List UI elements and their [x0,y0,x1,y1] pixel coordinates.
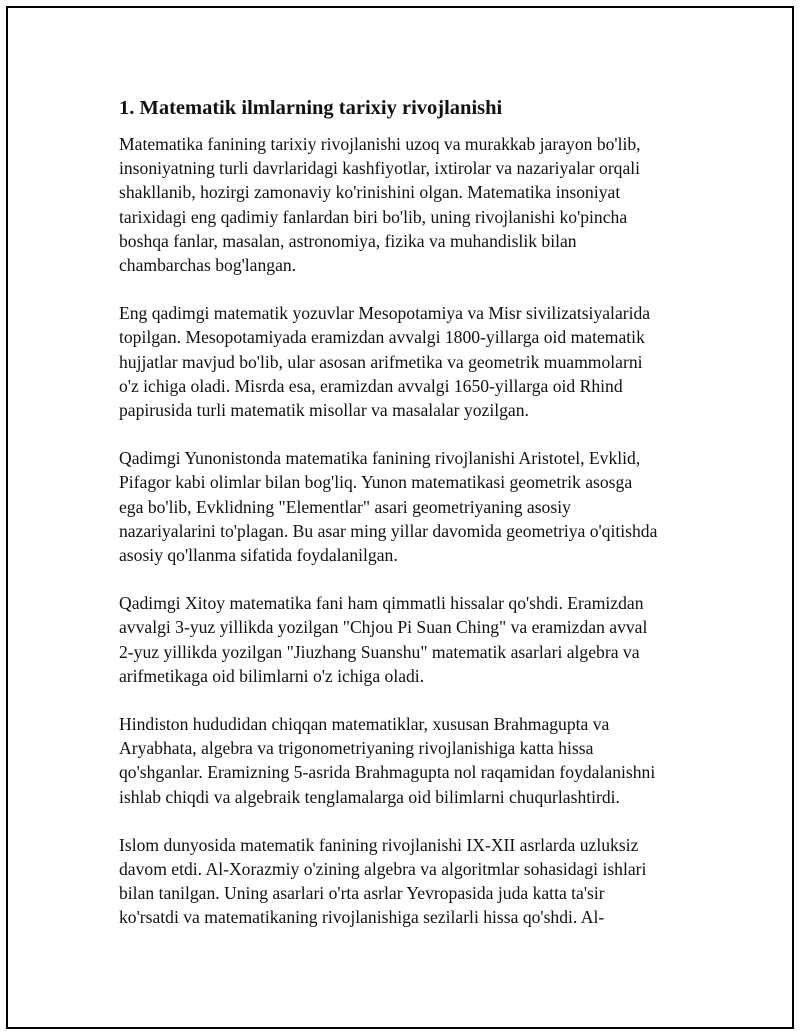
paragraph-line: chambarchas bog'langan. [119,255,297,276]
paragraph-line: ko'rsatdi va matematikaning rivojlanishiga sezilarli hissa qo'shdi. Al- [119,907,605,928]
paragraph-line: Hindiston hududidan chiqqan matematiklar, xususan Brahmagupta va [119,714,610,735]
paragraph-line: Eng qadimgi matematik yozuvlar Mesopotamiya va Misr sivilizatsiyalarida [119,303,651,324]
paragraph-line: insoniyatning turli davrlaridagi kashfiyotlar, ixtirolar va nazariyalar orqali [119,158,641,179]
paragraph-line: Aryabhata, algebra va trigonometriyaning rivojlanishiga katta hissa [119,738,594,759]
paragraph [119,833,699,930]
paragraph-line: topilgan. Mesopotamiyada eramizdan avvalgi 1800-yillarga oid matematik [119,327,645,348]
paragraph-line: boshqa fanlar, masalan, astronomiya, fizika va muhandislik bilan [119,230,577,251]
document-body [119,94,699,954]
paragraph [119,301,699,422]
paragraph-line: Qadimgi Yunonistonda matematika fanining rivojlanishi Aristotel, Evklid, [119,448,641,469]
paragraph [119,712,699,809]
paragraph-line: ishlab chiqdi va algebraik tenglamalarga oid bilimlarni chuqurlashtirdi. [119,786,620,807]
paragraph-line: qo'shganlar. Eramizning 5-asrida Brahmagupta nol raqamidan foydalanishni [119,762,656,783]
paragraph-line: ega bo'lib, Evklidning "Elementlar" asari geometriyaning asosiy [119,496,571,517]
paragraph-line: Pifagor kabi olimlar bilan bog'liq. Yunon matematikasi geometrik asosga [119,472,633,493]
paragraph-line: arifmetikaga oid bilimlarni o'z ichiga oladi. [119,665,425,686]
page-frame [6,6,794,1029]
paragraph-line: tarixidagi eng qadimiy fanlardan biri bo'lib, uning rivojlanishi ko'pincha [119,206,628,227]
paragraph-line: nazariyalarini to'plagan. Bu asar ming yillar davomida geometriya o'qitishda [119,520,658,541]
paragraph-line: Matematika fanining tarixiy rivojlanishi uzoq va murakkab jarayon bo'lib, [119,134,641,154]
paragraph-line: Qadimgi Xitoy matematika fani ham qimmatli hissalar qo'shdi. Eramizdan [119,593,644,614]
paragraph-line: hujjatlar mavjud bo'lib, ular asosan arifmetika va geometrik muammolarni [119,351,643,372]
paragraph [119,591,699,688]
paragraph [119,132,699,277]
paragraph-line: avvalgi 3-yuz yillikda yozilgan "Chjou Pi Suan Ching" va eramizdan avval [119,617,648,638]
paragraph [119,446,699,567]
paragraph-line: asosiy qo'llanma sifatida foydalanilgan. [119,545,398,566]
paragraph-line: o'z ichiga oladi. Misrda esa, eramizdan avvalgi 1650-yillarga oid Rhind [119,375,623,396]
paragraph-line: papirusida turli matematik misollar va masalalar yozilgan. [119,400,529,421]
paragraph-list [119,132,699,930]
section-heading: 1. Matematik ilmlarning tarixiy rivojlanishi [119,97,503,119]
paragraph-line: 2-yuz yillikda yozilgan "Jiuzhang Suanshu" matematik asarlari algebra va [119,641,640,662]
paragraph-line: Islom dunyosida matematik fanining rivojlanishi IX-XII asrlarda uzluksiz [119,834,639,855]
paragraph-line: shakllanib, hozirgi zamonaviy ko'rinishini olgan. Matematika insoniyat [119,182,621,203]
paragraph-line: davom etdi. Al-Xorazmiy o'zining algebra va algoritmlar sohasidagi ishlari [119,859,647,880]
paragraph-line: bilan tanilgan. Uning asarlari o'rta asrlar Yevropasida juda katta ta'sir [119,883,605,904]
